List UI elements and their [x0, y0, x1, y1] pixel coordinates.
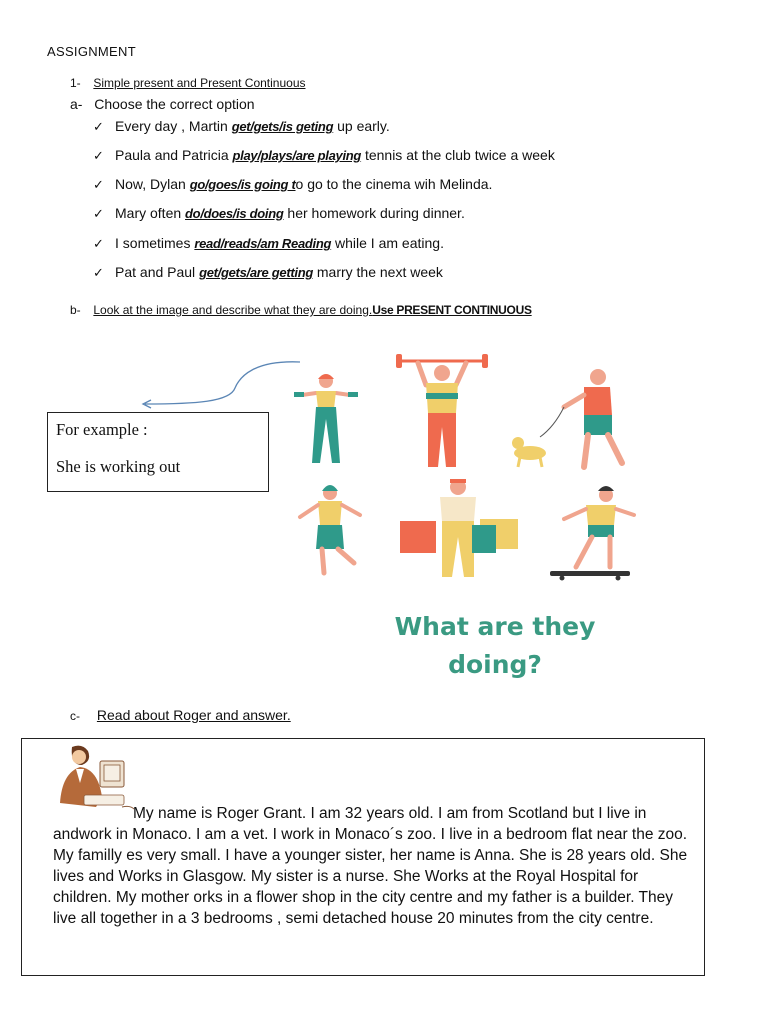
exercise-item — [93, 205, 465, 222]
woman-dancing-figure — [300, 485, 360, 573]
item-text: marry the next week — [312, 264, 443, 280]
image-prompt-line2: doing? — [448, 650, 542, 679]
checkmark-icon: ✓ — [93, 177, 104, 192]
item-text: her homework during dinner. — [283, 205, 465, 221]
exercise-item — [93, 235, 444, 252]
part-b-letter: b- — [70, 303, 81, 317]
activities-illustration — [280, 345, 660, 590]
option-choices: go/goes/is going t — [189, 177, 296, 192]
option-choices: play/plays/are playing — [232, 148, 362, 163]
checkmark-icon: ✓ — [93, 148, 104, 163]
item-text: Paula and Patricia — [115, 147, 233, 163]
item-text: o go to the cinema wih Melinda. — [295, 176, 493, 192]
example-label: For example : — [56, 420, 148, 439]
item-text: up early. — [333, 118, 390, 134]
part-a-heading — [70, 96, 255, 112]
checkmark-icon: ✓ — [93, 119, 104, 134]
part-b-instruction-line — [93, 303, 561, 317]
reading-box — [21, 738, 705, 976]
part-b-instruction: Look at the image and describe what they are doing. — [93, 303, 373, 317]
man-shopping-figure — [400, 479, 518, 577]
option-choices: read/reads/am Reading — [194, 236, 332, 251]
checkmark-icon: ✓ — [93, 206, 104, 221]
section-1-title — [70, 76, 306, 90]
page-heading: ASSIGNMENT — [47, 44, 136, 59]
item-text: Pat and Paul — [115, 264, 200, 280]
example-sentence: She is working out — [56, 457, 181, 476]
part-c-letter: c- — [70, 709, 80, 723]
girl-skateboarding-figure — [550, 486, 634, 581]
exercise-item — [93, 176, 492, 193]
exercise-item — [93, 147, 555, 164]
exercise-item — [93, 118, 390, 135]
option-choices: get/gets/are getting — [199, 265, 313, 280]
checkmark-icon: ✓ — [93, 265, 104, 280]
man-walking-dog-figure — [512, 369, 622, 467]
item-text: tennis at the club twice a week — [361, 147, 555, 163]
man-barbell-figure — [396, 354, 488, 467]
checkmark-icon: ✓ — [93, 236, 104, 251]
part-b-heading — [70, 303, 562, 317]
exercise-item — [93, 264, 443, 281]
part-c-instruction: Read about Roger and answer. — [96, 707, 291, 723]
part-a-letter: a- — [70, 96, 83, 112]
item-text: while I am eating. — [331, 235, 444, 251]
image-prompt — [350, 608, 640, 684]
item-text: Mary often — [115, 205, 186, 221]
section-1-heading: Simple present and Present Continuous — [93, 76, 306, 90]
option-choices: do/does/is doing — [185, 206, 284, 221]
woman-dumbbells-figure — [294, 374, 358, 463]
part-a-instruction: Choose the correct option — [94, 96, 255, 112]
section-1-number: 1- — [70, 76, 81, 90]
part-b-emphasis: Use PRESENT CONTINUOUS — [372, 303, 532, 317]
option-choices: get/gets/is geting — [231, 119, 334, 134]
item-text: I sometimes — [115, 235, 195, 251]
item-text: Now, Dylan — [115, 176, 190, 192]
item-text: Every day , Martin — [115, 118, 232, 134]
image-prompt-line1: What are they — [394, 612, 596, 641]
reading-passage: My name is Roger Grant. I am 32 years old. I am from Scotland but I live in andwork in Monaco. I am a vet. I work in Monaco´s zoo. I live in a bedroom flat near the zoo. My familly es very small. I have a younger sister, her name is Anna. She is 28 years old. She lives and Works in Glasgow. My sister is a nurse. She Works at the Royal Hospital for children. My mother orks in a flower shop in the city centre and my father is a builder. They live all together in a 3 bedrooms , semi detached house 20 minutes from the city centre. — [53, 805, 688, 927]
part-c-heading — [70, 707, 291, 725]
example-box — [47, 412, 269, 492]
